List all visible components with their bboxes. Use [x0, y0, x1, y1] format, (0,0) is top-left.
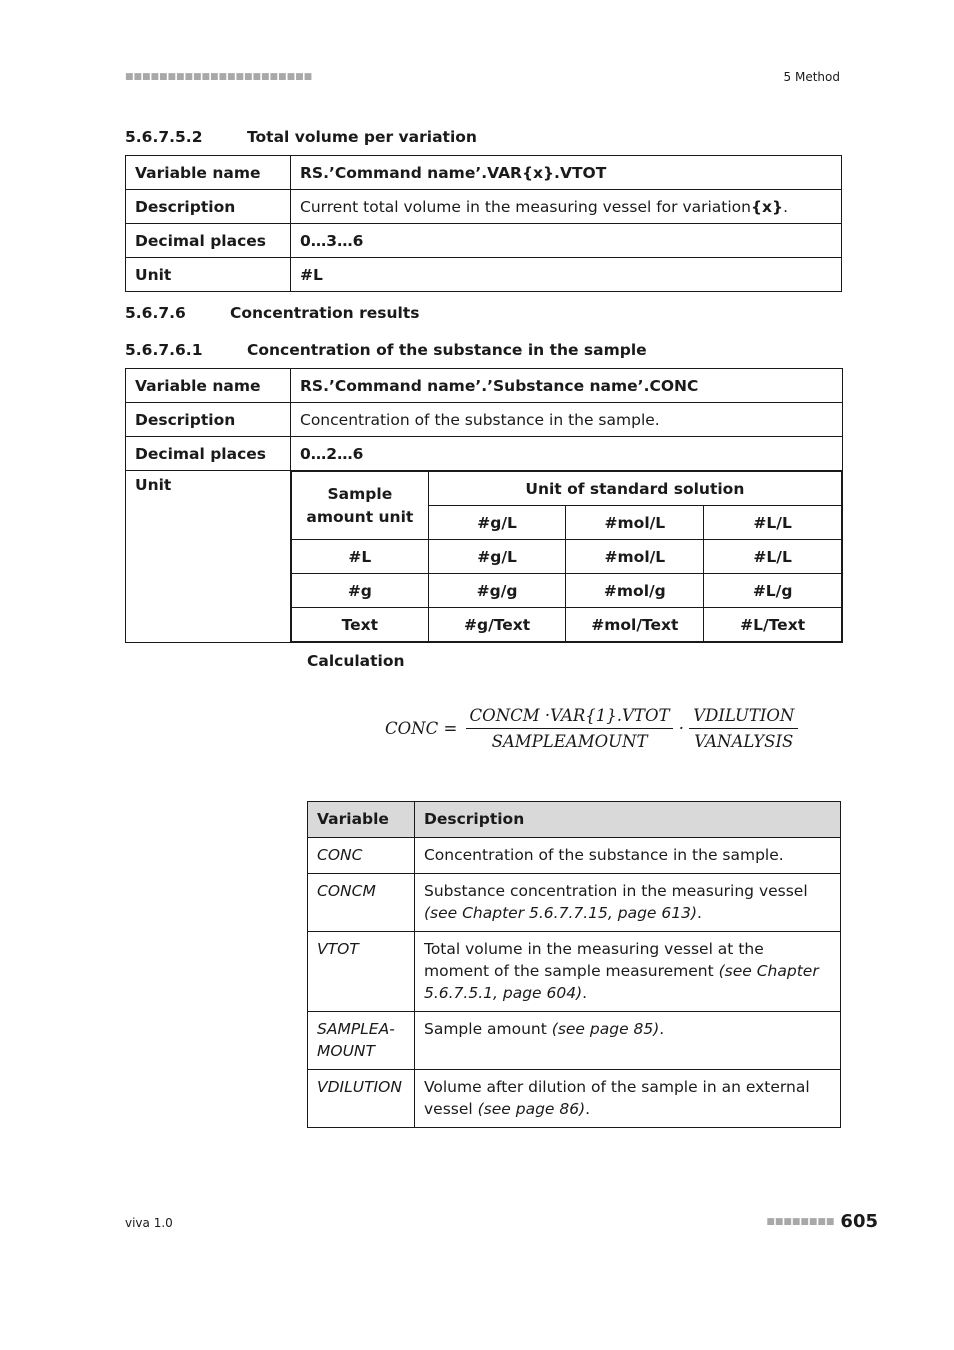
description-text: Sample amount: [423, 1020, 552, 1038]
section-number: 5.6.7.6.1: [125, 341, 203, 359]
table-row: [308, 874, 841, 932]
variable-description: [414, 874, 840, 932]
unit-cell: #L/g: [704, 574, 842, 608]
unit-header-row: [292, 472, 842, 506]
sample-header-line-1: Sample: [327, 484, 393, 503]
section-title: Concentration of the substance in the sample: [247, 341, 647, 359]
cross-reference[interactable]: (see Chapter 5.6.7.7.15, page 613): [423, 904, 698, 922]
conc-variable-table: [125, 368, 843, 643]
description-text: Current total volume in the measuring vessel for variation: [300, 197, 751, 216]
unit-row: [292, 540, 842, 574]
section-heading-5676: [125, 304, 419, 322]
chapter-title: 5 Method: [783, 70, 840, 84]
unit-cell: Text: [292, 608, 429, 642]
description-text: Substance concentration in the measuring vessel: [423, 882, 808, 900]
unit-cell: #L: [292, 540, 429, 574]
table-row: [308, 1012, 841, 1070]
row-value: Concentration of the substance in the sample.: [291, 403, 843, 437]
formula-denominator-2: VANALYSIS: [694, 732, 794, 751]
conc-formula: [385, 706, 798, 751]
variable-description: [414, 1012, 840, 1070]
unit-grid-cell: [291, 471, 843, 643]
section-title: Concentration results: [230, 304, 420, 322]
row-value: 0…3…6: [291, 224, 842, 258]
unit-cell: #L/Text: [704, 608, 842, 642]
punctuation: .: [783, 197, 789, 216]
table-header-row: [308, 802, 841, 838]
section-title: Total volume per variation: [247, 128, 477, 146]
column-header-description: Description: [414, 802, 840, 838]
unit-cell: #g/L: [428, 540, 566, 574]
unit-cell: #mol/g: [566, 574, 704, 608]
description-text: Volume after dilution of the sample in an external vessel: [423, 1078, 810, 1118]
vtot-variable-table: [125, 155, 842, 292]
section-heading-5676-1: [125, 341, 647, 359]
row-value: 0…2…6: [291, 437, 843, 471]
unit-cell: #g/Text: [428, 608, 566, 642]
punctuation: .: [582, 984, 588, 1002]
table-row: [308, 1070, 841, 1128]
table-row: [126, 224, 842, 258]
table-row: [126, 369, 843, 403]
variation-placeholder: {x}: [751, 197, 784, 216]
table-row: [126, 156, 842, 190]
calculation-label: Calculation: [307, 652, 405, 670]
section-number: 5.6.7.5.2: [125, 128, 203, 146]
variable-name: CONC: [308, 838, 415, 874]
row-label: Description: [126, 190, 291, 224]
sample-header-line-2: amount unit: [306, 507, 414, 526]
table-row: [126, 403, 843, 437]
section-heading-5675-2: [125, 128, 477, 146]
cross-reference[interactable]: (see page 86): [477, 1100, 586, 1118]
section-number: 5.6.7.6: [125, 304, 186, 322]
row-value: #L: [291, 258, 842, 292]
variable-name: VDILUTION: [308, 1070, 415, 1128]
unit-cell: #g: [292, 574, 429, 608]
punctuation: .: [697, 904, 702, 922]
formula-fraction-1: [466, 706, 674, 751]
std-col-header: #L/L: [704, 506, 842, 540]
row-label: Variable name: [126, 369, 291, 403]
table-row: [126, 437, 843, 471]
description-text: Total volume in the measuring vessel at the moment of the sample measurement: [423, 940, 764, 980]
unit-row: [292, 608, 842, 642]
footer-product: viva 1.0: [125, 1216, 173, 1230]
description-text: Concentration of the substance in the sample.: [423, 846, 784, 864]
row-value: RS.’Command name’.’Substance name’.CONC: [291, 369, 843, 403]
formula-fraction-2: [689, 706, 798, 751]
table-row: [308, 932, 841, 1012]
variable-name: SAMPLEA-MOUNT: [308, 1012, 415, 1070]
row-label: Variable name: [126, 156, 291, 190]
row-label: Decimal places: [126, 224, 291, 258]
table-row: [126, 258, 842, 292]
unit-cell: #mol/Text: [566, 608, 704, 642]
unit-cell: #L/L: [704, 540, 842, 574]
formula-dot: ·: [678, 719, 684, 738]
cross-reference[interactable]: (see page 85): [551, 1020, 660, 1038]
column-header-variable: Variable: [308, 802, 415, 838]
punctuation: .: [659, 1020, 665, 1038]
table-row: [126, 190, 842, 224]
page-number: 605: [840, 1211, 878, 1232]
std-col-header: #mol/L: [566, 506, 704, 540]
punctuation: .: [585, 1100, 591, 1118]
table-row: [126, 471, 843, 643]
cross-reference[interactable]: (see Chapter 5.6.7.5.1, page 604): [423, 962, 819, 1002]
footer-decoration: ■■■■■■■■: [766, 1217, 835, 1227]
row-label: Decimal places: [126, 437, 291, 471]
footer-page: [766, 1211, 878, 1232]
sample-amount-header: [292, 472, 429, 540]
unit-row: [292, 574, 842, 608]
formula-denominator-1: SAMPLEAMOUNT: [491, 732, 648, 751]
variable-description: [414, 838, 840, 874]
unit-grid: [291, 471, 842, 642]
variable-name: VTOT: [308, 932, 415, 1012]
row-value: [291, 190, 842, 224]
formula-numerator-1: CONCM ·VAR{1}.VTOT: [466, 706, 674, 729]
variable-name: CONCM: [308, 874, 415, 932]
formula-numerator-2: VDILUTION: [689, 706, 798, 729]
row-value: RS.’Command name’.VAR{x}.VTOT: [291, 156, 842, 190]
table-row: [308, 838, 841, 874]
variable-description: [414, 1070, 840, 1128]
row-label: Description: [126, 403, 291, 437]
unit-cell: #g/g: [428, 574, 566, 608]
formula-lhs: CONC =: [385, 719, 458, 738]
row-label: Unit: [126, 471, 291, 643]
row-label: Unit: [126, 258, 291, 292]
std-solution-header: Unit of standard solution: [428, 472, 841, 506]
variable-description-table: [307, 801, 841, 1128]
unit-cell: #mol/L: [566, 540, 704, 574]
header-decoration: ■■■■■■■■■■■■■■■■■■■■■■: [125, 72, 313, 82]
variable-description: [414, 932, 840, 1012]
std-col-header: #g/L: [428, 506, 566, 540]
